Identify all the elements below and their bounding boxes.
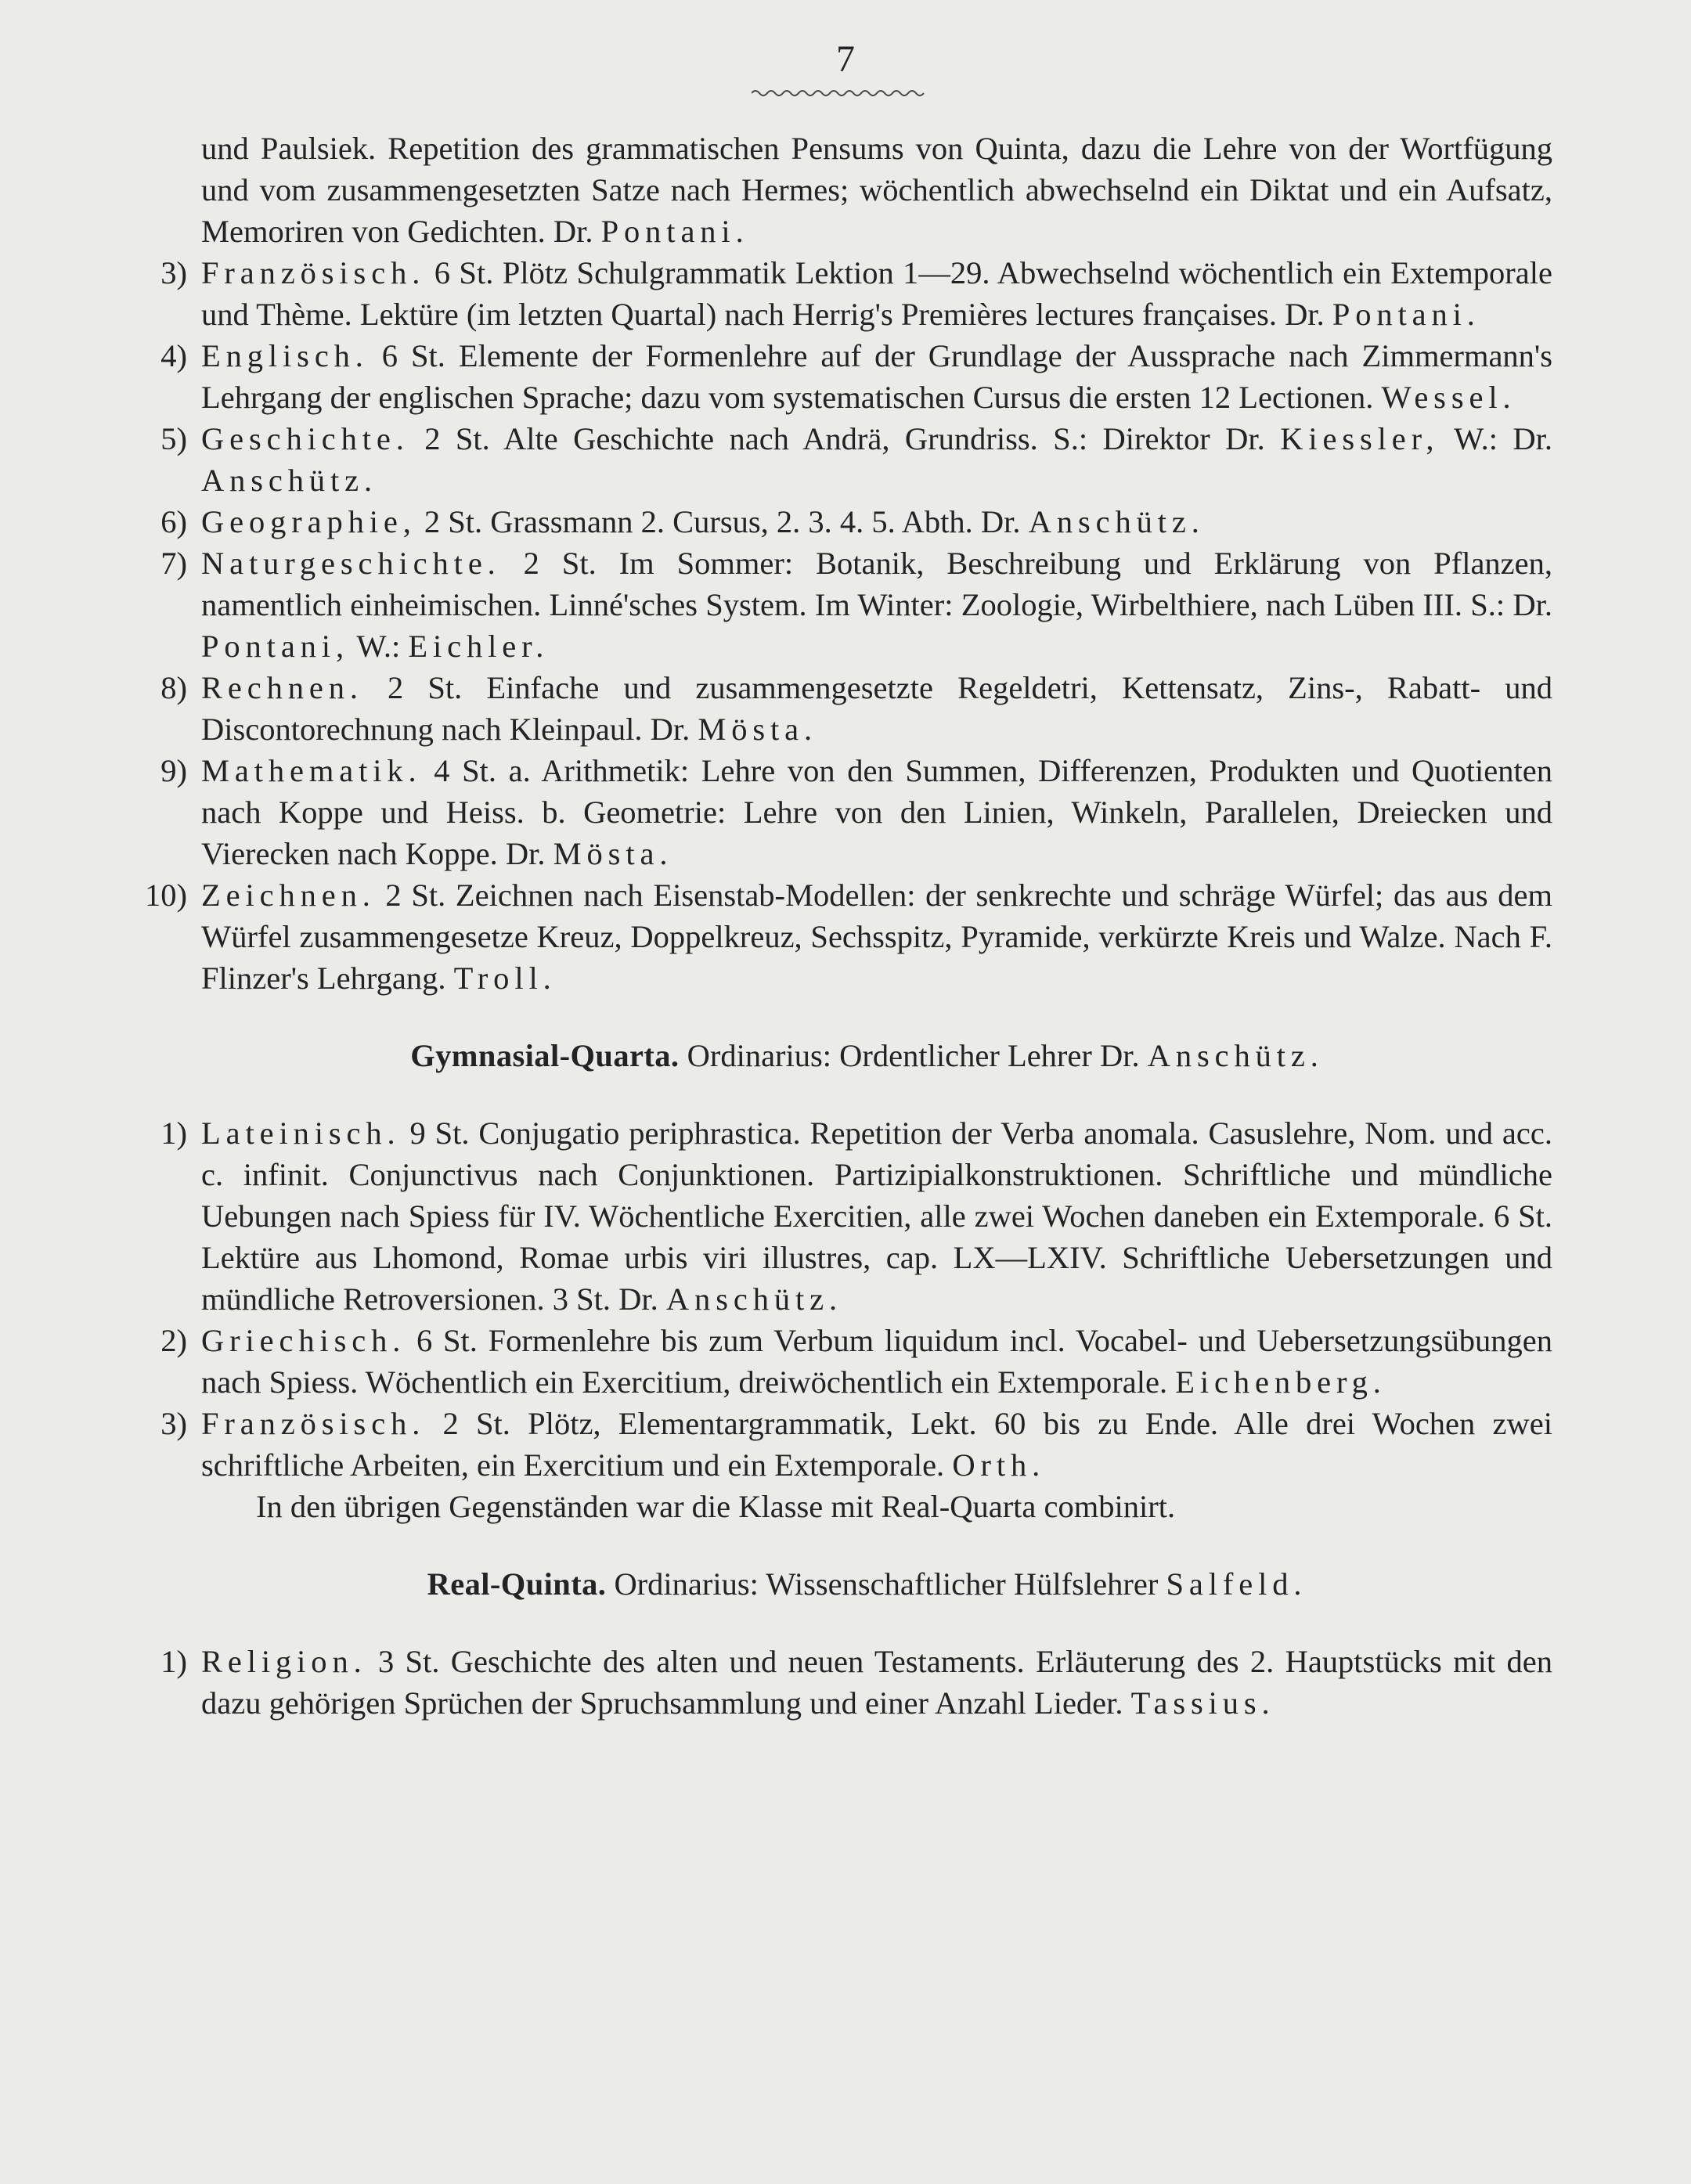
subject-name: Mathematik. xyxy=(201,753,422,788)
teacher-name-2: Anschütz. xyxy=(201,463,378,498)
combined-class-note: In den übrigen Gegenständen war die Klasse mit Real-Quarta combinirt. xyxy=(256,1489,1176,1524)
course-entry-naturgeschichte xyxy=(139,542,1552,667)
subject-name: Geschichte. xyxy=(201,421,409,456)
teacher-name: Anschütz. xyxy=(1028,504,1205,539)
item-number: 10) xyxy=(145,878,187,913)
intro-paragraph xyxy=(139,128,1552,252)
item-number: 1) xyxy=(160,1644,187,1679)
teacher-name: Kiessler, xyxy=(1280,421,1440,456)
subject-name: Zeichnen. xyxy=(201,878,376,913)
section-heading-real-quinta xyxy=(139,1563,1552,1605)
course-entry-griechisch xyxy=(139,1320,1552,1403)
course-description-cont: W.: Dr. xyxy=(1439,421,1553,456)
course-entry-franzoesisch xyxy=(139,252,1552,335)
item-number: 8) xyxy=(160,670,187,705)
course-description: 6 St. Plötz Schulgrammatik Lektion 1—29. Abwechselnd wöchentlich ein Extemporale und Thème. Lektüre (im letzten Quartal) nach Herrig's Premières lectures françaises. Dr. xyxy=(201,255,1552,332)
teacher-name: Tassius. xyxy=(1130,1685,1275,1721)
subject-name: Geographie, xyxy=(201,504,416,539)
course-description: 2 St. Grassmann 2. Cursus, 2. 3. 4. 5. Abth. Dr. xyxy=(416,504,1029,539)
teacher-name-2: Eichler. xyxy=(408,629,550,664)
intro-text: und Paulsiek. Repetition des grammatischen Pensums von Quinta, dazu die Lehre von der Wortfügung und vom zusammengesetzten Satze nach Hermes; wöchentlich abwechselnd ein Diktat und ein Aufsatz, Memoriren von Gedichten. Dr. xyxy=(201,131,1552,249)
item-number: 3) xyxy=(160,255,187,290)
subject-name: Französisch. xyxy=(201,1406,426,1441)
ordinarius-label: Ordinarius: Ordentlicher Lehrer Dr. xyxy=(679,1038,1148,1073)
course-description: 4 St. a. Arithmetik: Lehre von den Summen, Differenzen, Produkten und Quotienten nach Koppe und Heiss. b. Geometrie: Lehre von den Linien, Winkeln, Parallelen, Dreiecken und Vierecken nach Koppe. Dr. xyxy=(201,753,1552,871)
subject-name: Rechnen. xyxy=(201,670,363,705)
section-title: Real-Quinta. xyxy=(427,1566,607,1602)
teacher-name: Anschütz. xyxy=(665,1281,842,1317)
course-description: 2 St. Einfache und zusammengesetzte Regeldetri, Kettensatz, Zins-, Rabatt- und Discontorechnung nach Kleinpaul. Dr. xyxy=(201,670,1552,747)
ordinarius-name: Anschütz. xyxy=(1147,1038,1324,1073)
course-description-cont: W.: xyxy=(348,629,409,664)
item-number: 7) xyxy=(160,546,187,581)
document-body xyxy=(139,128,1552,1724)
course-entry-lateinisch xyxy=(139,1112,1552,1320)
course-entry-geographie xyxy=(139,501,1552,542)
course-description: 2 St. Zeichnen nach Eisenstab-Modellen: der senkrechte und schräge Würfel; das aus dem Würfel zusammengesetze Kreuz, Doppelkreuz, Sechsspitz, Pyramide, verkürzte Kreis und Walze. Nach F. Flinzer's Lehrgang. xyxy=(201,878,1552,996)
subject-name: Religion. xyxy=(201,1644,367,1679)
teacher-name: Wessel. xyxy=(1381,380,1516,415)
ordinarius-name: Salfeld. xyxy=(1166,1566,1307,1602)
item-number: 5) xyxy=(160,421,187,456)
item-number: 6) xyxy=(160,504,187,539)
section-title: Gymnasial-Quarta. xyxy=(410,1038,680,1073)
course-description: 6 St. Elemente der Formenlehre auf der Grundlage der Aussprache nach Zimmermann's Lehrgang der englischen Sprache; dazu vom systematischen Cursus die ersten 12 Lectionen. xyxy=(201,338,1552,415)
item-number: 2) xyxy=(160,1323,187,1358)
subject-name: Englisch. xyxy=(201,338,369,373)
teacher-name: Pontani. xyxy=(1332,297,1480,332)
teacher-name: Orth. xyxy=(952,1447,1046,1483)
course-description: 3 St. Geschichte des alten und neuen Testaments. Erläuterung des 2. Hauptstücks mit den dazu gehörigen Sprüchen der Spruchsammlung und einer Anzahl Lieder. xyxy=(201,1644,1552,1721)
item-number: 4) xyxy=(160,338,187,373)
subject-name: Lateinisch. xyxy=(201,1115,401,1151)
subject-name: Französisch. xyxy=(201,255,426,290)
course-entry-geschichte xyxy=(139,418,1552,501)
course-description: 9 St. Conjugatio periphrastica. Repetition der Verba anomala. Casuslehre, Nom. und acc. c. infinit. Conjunctivus nach Conjunktionen. Partizipialkonstruktionen. Schriftliche und mündliche Uebungen nach Spiess für IV. Wöchentliche Exercitien, alle zwei Wochen daneben ein Extemporale. 6 St. Lektüre aus Lhomond, Romae urbis viri illustres, cap. LX—LXIV. Schriftliche Uebersetzungen und mündliche Retroversionen. 3 St. Dr. xyxy=(201,1115,1552,1317)
teacher-name: Mösta. xyxy=(553,836,673,871)
course-description: 2 St. Plötz, Elementargrammatik, Lekt. 60 bis zu Ende. Alle drei Wochen zwei schriftliche Arbeiten, ein Exercitium und ein Extemporale. xyxy=(201,1406,1552,1483)
teacher-name: Mösta. xyxy=(698,712,818,747)
teacher-name: Pontani. xyxy=(600,214,749,249)
wavy-rule-ornament xyxy=(752,88,927,99)
subject-name: Naturgeschichte. xyxy=(201,546,501,581)
course-entry-mathematik xyxy=(139,750,1552,874)
item-number: 3) xyxy=(160,1406,187,1441)
course-description: 2 St. Alte Geschichte nach Andrä, Grundriss. S.: Direktor Dr. xyxy=(409,421,1281,456)
subject-name: Griechisch. xyxy=(201,1323,406,1358)
course-entry-englisch xyxy=(139,335,1552,418)
teacher-name: Pontani, xyxy=(201,629,349,664)
section-heading-gymnasial-quarta xyxy=(139,1035,1552,1076)
course-description: 6 St. Formenlehre bis zum Verbum liquidum incl. Vocabel- und Uebersetzungsübungen nach Spiess. Wöchentlich ein Exercitium, dreiwöchentlich ein Extemporale. xyxy=(201,1323,1552,1400)
item-number: 1) xyxy=(160,1115,187,1151)
page-number: 7 xyxy=(836,38,855,80)
teacher-name: Eichenberg. xyxy=(1175,1364,1386,1400)
course-entry-franzoesisch-quarta xyxy=(139,1403,1552,1486)
course-description: 2 St. Im Sommer: Botanik, Beschreibung und Erklärung von Pflanzen, namentlich einheimischen. Linné'sches System. Im Winter: Zoologie, Wirbelthiere, nach Lüben III. S.: Dr. xyxy=(201,546,1552,622)
item-number: 9) xyxy=(160,753,187,788)
course-entry-zeichnen xyxy=(139,874,1552,999)
course-entry-religion xyxy=(139,1641,1552,1724)
teacher-name: Troll. xyxy=(453,960,557,996)
ordinarius-label: Ordinarius: Wissenschaftlicher Hülfslehrer xyxy=(606,1566,1166,1602)
course-entry-rechnen xyxy=(139,667,1552,750)
